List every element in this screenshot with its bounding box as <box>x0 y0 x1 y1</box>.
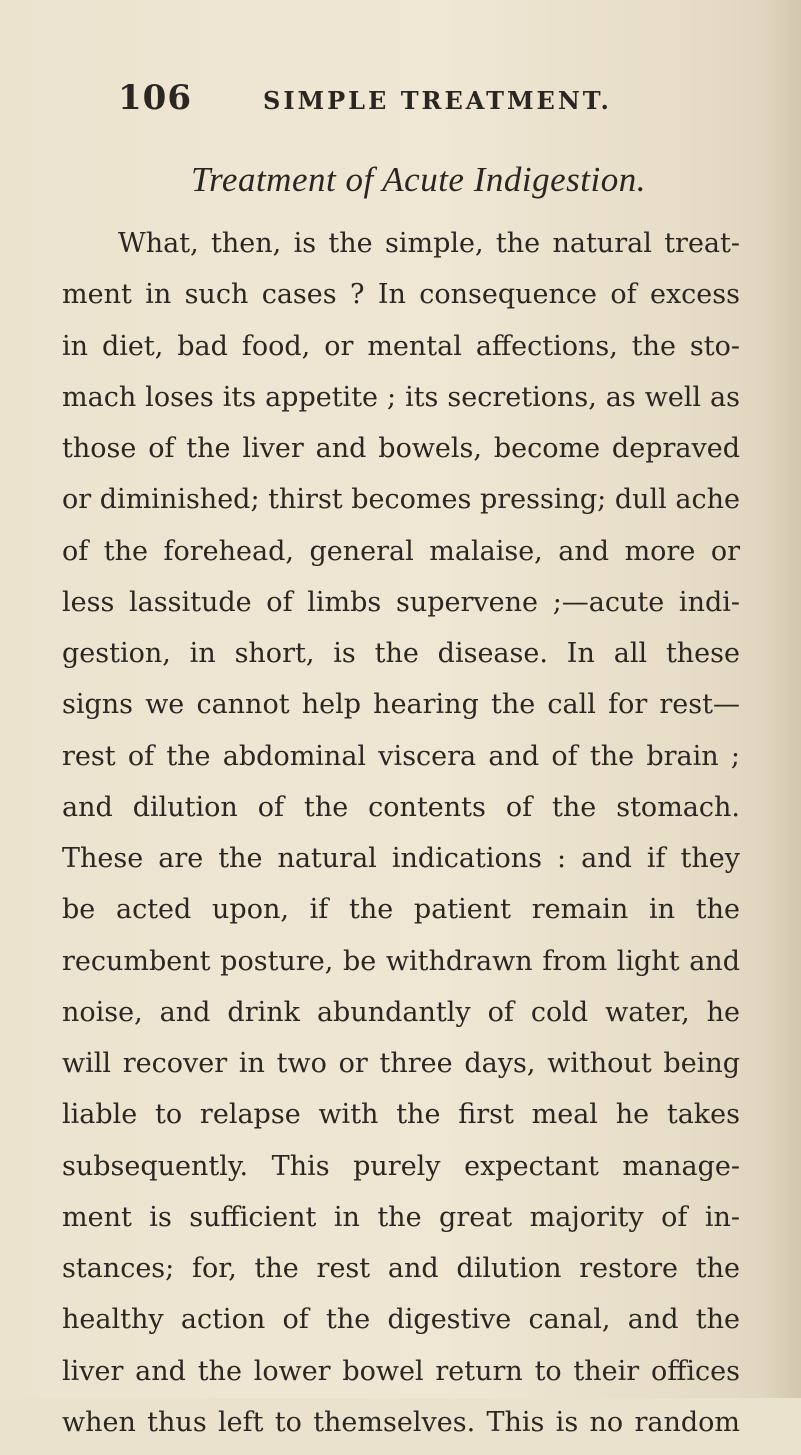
running-head <box>118 78 738 122</box>
text-line: or diminished; thirst becomes pressing; dull ache <box>62 484 740 516</box>
text-line: rest of the abdominal viscera and of the brain ; <box>62 740 740 772</box>
running-title: SIMPLE TREATMENT. <box>263 86 612 115</box>
text-line: subsequently. This purely expectant manage- <box>62 1150 740 1182</box>
text-line: and dilution of the contents of the stomach. <box>62 791 740 823</box>
text-line: be acted upon, if the patient remain in the <box>62 894 740 926</box>
text-line: gestion, in short, is the disease. In all these <box>62 638 740 669</box>
section-heading: Treatment of Acute Indigestion. <box>191 160 646 199</box>
text-line: healthy action of the digestive canal, and the <box>62 1304 740 1336</box>
page-edge-shadow <box>761 0 801 1398</box>
text-line: recumbent posture, be withdrawn from light and <box>62 945 740 977</box>
body-paragraph <box>62 212 740 1442</box>
text-line: of the forehead, general malaise, and more or <box>62 535 740 567</box>
text-line: What, then, is the simple, the natural treat- <box>118 228 740 259</box>
text-line: stances; for, the rest and dilution restore the <box>62 1253 740 1284</box>
text-line: less lassitude of limbs supervene ;—acute indi- <box>62 586 740 618</box>
text-line: when thus left to themselves. This is no random <box>62 1406 740 1438</box>
text-line: noise, and drink abundantly of cold water, he <box>62 996 740 1028</box>
text-line: signs we cannot help hearing the call for rest— <box>62 689 740 721</box>
text-line: mach loses its appetite ; its secretions, as well as <box>62 381 740 413</box>
text-line: will recover in two or three days, without being <box>62 1048 740 1079</box>
text-line: ment is sufficient in the great majority of in- <box>62 1201 740 1233</box>
text-line: those of the liver and bowels, become depraved <box>62 433 740 464</box>
text-line: in diet, bad food, or mental affections, the sto- <box>62 330 740 362</box>
text-line: ment in such cases ? In consequence of excess <box>62 279 740 311</box>
text-line: These are the natural indications : and if they <box>62 843 740 874</box>
text-line: liable to relapse with the first meal he takes <box>62 1099 740 1131</box>
page-number: 106 <box>118 78 192 118</box>
text-line: liver and the lower bowel return to their offices <box>62 1355 740 1387</box>
